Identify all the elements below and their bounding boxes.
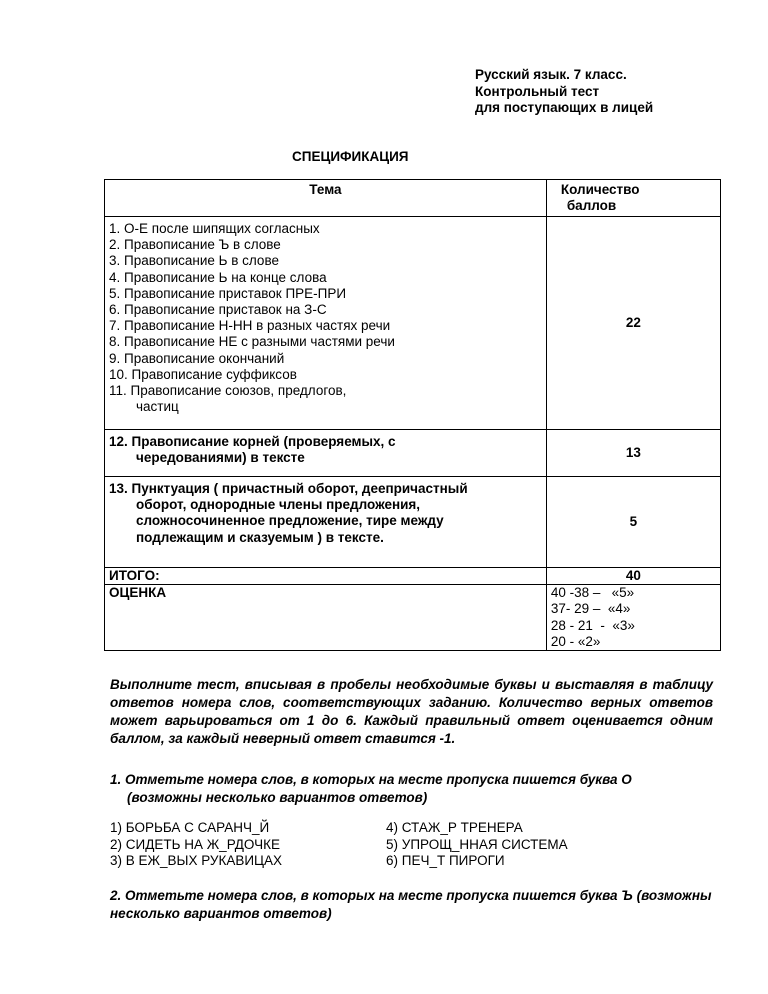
topic-13-line1: 13. Пунктуация ( причастный оборот, деепричастный (109, 481, 468, 496)
total-row (105, 568, 721, 585)
topic-12-line2: чередованиями) в тексте (136, 450, 305, 466)
grade-line: 28 - 21 - «3» (550, 617, 635, 633)
grade-line: 20 - «2» (550, 633, 601, 649)
topic-13-cell (105, 477, 547, 568)
grade-line: 40 -38 – «5» (550, 585, 635, 601)
points-value: 22 (546, 217, 720, 430)
topic-item: 2. Правописание Ъ в слове (109, 237, 281, 253)
topic-item (109, 383, 542, 415)
topic-13-line4: подлежащим и сказуемым ) в тексте. (136, 529, 384, 545)
options-row (110, 820, 568, 837)
audience-line: для поступающих в лицей (475, 100, 654, 115)
specification-title: СПЕЦИФИКАЦИЯ (292, 149, 409, 164)
options-row (110, 837, 568, 854)
grade-scale (546, 585, 720, 651)
topic-12-line1: 12. Правописание корней (проверяемых, с (109, 434, 396, 449)
answer-option: 5) УПРОЩ_ННАЯ СИСТЕМА (386, 836, 568, 852)
options-row (110, 853, 568, 870)
answer-option: 4) СТАЖ_Р ТРЕНЕРА (386, 820, 523, 835)
topic-11-line1: 11. Правописание союзов, предлогов, (109, 383, 347, 399)
answer-option: 3) В ЕЖ_ВЫХ РУКАВИЦАХ (110, 853, 283, 868)
table-header-row (105, 180, 721, 217)
points-header-line1: Количество (560, 182, 640, 197)
table-row (105, 477, 721, 568)
points-column-header (546, 180, 720, 217)
topics-cell (105, 217, 547, 430)
subject-line: Русский язык. 7 класс. (475, 67, 627, 82)
points-value: 13 (546, 430, 720, 477)
table-row (105, 430, 721, 477)
topic-column-header: Тема (105, 180, 547, 217)
topic-item: 6. Правописание приставок на З-С (109, 302, 327, 318)
topic-item: 5. Правописание приставок ПРЕ-ПРИ (109, 285, 347, 301)
total-label: ИТОГО: (105, 568, 547, 585)
grade-row (105, 585, 721, 651)
topic-item: 3. Правописание Ь в слове (109, 253, 279, 269)
answer-option: 1) БОРЬБА С САРАНЧ_Й (110, 820, 270, 835)
question-1-line1: 1. Отметьте номера слов, в которых на месте пропуска пишется буква О (110, 772, 632, 787)
question-2: 2. Отметьте номера слов, в которых на месте пропуска пишется буква Ъ (возможны несколько вариантов ответов) (110, 888, 712, 921)
question-1 (110, 771, 632, 807)
topic-item: 4. Правописание Ь на конце слова (109, 269, 327, 285)
topic-item: 8. Правописание НЕ с разными частями речи (109, 334, 395, 350)
instructions-paragraph: Выполните тест, вписывая в пробелы необходимые буквы и выставляя в таблицу ответов номера слов, соответствующих заданию. Количество верных ответов может варьироваться от 1 до 6. Каждый правильный ответ оценивается одним баллом, за каждый неверный ответ ставится -1. (110, 677, 713, 746)
points-value: 5 (546, 477, 720, 568)
topic-13-line3: сложносочиненное предложение, тире между (136, 513, 444, 529)
total-value: 40 (546, 568, 720, 585)
document-header (475, 67, 653, 117)
topic-item: 7. Правописание Н-НН в разных частях речи (109, 318, 391, 334)
question-1-line2: (возможны несколько вариантов ответов) (127, 790, 428, 805)
grade-label: ОЦЕНКА (105, 585, 547, 651)
question-1-options (110, 820, 568, 870)
table-row (105, 217, 721, 430)
specification-table (104, 179, 721, 651)
topic-item: 10. Правописание суффиксов (109, 366, 297, 382)
topic-item: 1. О-Е после шипящих согласных (109, 221, 320, 236)
topic-12-cell (105, 430, 547, 477)
answer-option: 2) СИДЕТЬ НА Ж_РДОЧКЕ (110, 836, 281, 852)
topic-list (109, 217, 542, 415)
answer-option: 6) ПЕЧ_Т ПИРОГИ (386, 853, 505, 868)
topic-11-line2: частиц (136, 399, 179, 415)
topic-item: 9. Правописание окончаний (109, 350, 285, 366)
topic-13-line2: оборот, однородные члены предложения, (136, 497, 421, 513)
points-header-line2: баллов (566, 198, 617, 214)
grade-line: 37- 29 – «4» (550, 601, 631, 617)
test-title: Контрольный тест (475, 83, 600, 99)
